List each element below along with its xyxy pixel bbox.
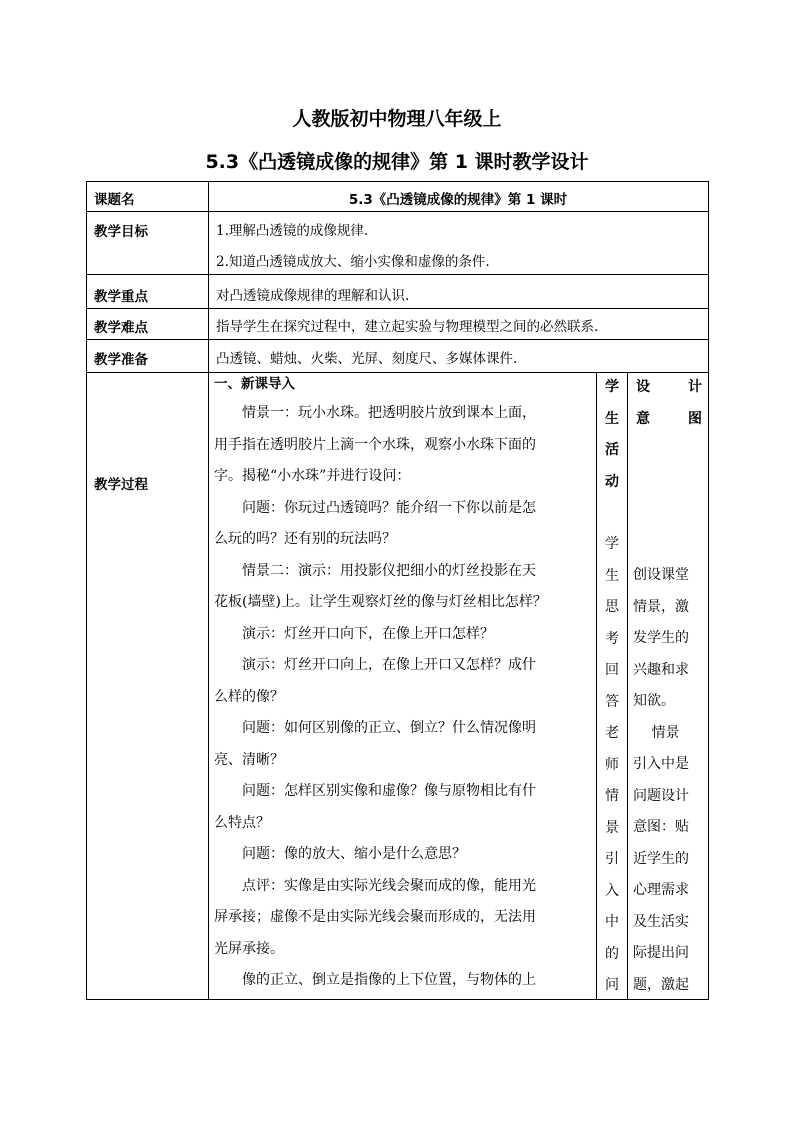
process-line: 演示：灯丝开口向下，在像上开口怎样？ (214, 625, 494, 642)
process-line: 光屏承接。 (214, 940, 284, 957)
design-line: 情景 (633, 724, 680, 741)
process-line: 么玩的吗？还有别的玩法吗？ (214, 531, 396, 547)
process-line: 屏承接；虚像不是由实际光线会聚而形成的，无法用 (214, 909, 536, 925)
design-intent-header: 设 计 意 图 (636, 379, 702, 427)
section-title: 一、新课导入 (214, 376, 295, 392)
topic-value: 5.3《凸透镜成像的规律》第 1 课时 (348, 192, 568, 208)
process-line: 演示：灯丝开口向上，在像上开口又怎样？成什 (214, 657, 536, 673)
design-line: 知欲。 (633, 693, 675, 709)
design-line: 兴趣和求 (633, 661, 689, 678)
design-line: 及生活实 (633, 913, 689, 930)
preparation-label: 教学准备 (94, 352, 148, 368)
design-line: 近学生的 (633, 850, 689, 867)
student-activity-header: 学 生 活 动 (605, 379, 619, 490)
process-line: 亮、清晰？ (214, 751, 284, 768)
process-line: 像的正立、倒立是指像的上下位置，与物体的上 (214, 972, 536, 988)
design-line: 引入中是 (633, 756, 689, 772)
document-subtitle: 5.3《凸透镜成像的规律》第 1 课时教学设计 (205, 151, 589, 173)
process-line: 么样的像？ (214, 688, 284, 705)
design-line: 创设课堂 (633, 567, 689, 583)
process-line: 点评：实像是由实际光线会聚而成的像，能用光 (214, 877, 536, 894)
goal-1: 1.理解凸透镜的成像规律. (216, 223, 369, 239)
process-line: 问题：像的放大、缩小是什么意思？ (214, 846, 466, 862)
process-line: 花板(墙壁)上。让学生观察灯丝的像与灯丝相比怎样？ (214, 594, 547, 610)
document-title: 人教版初中物理八年级上 (292, 108, 502, 130)
goals-label: 教学目标 (94, 224, 148, 240)
design-line: 际提出问 (633, 945, 689, 961)
difficulties-label: 教学难点 (94, 320, 148, 336)
process-line: 用手指在透明胶片上滴一个水珠，观察小水珠下面的 (214, 436, 536, 453)
process-content (214, 374, 590, 997)
goal-2: 2.知道凸透镜成放大、缩小实像和虚像的条件. (216, 254, 490, 270)
difficulties-value: 指导学生在探究过程中，建立起实验与物理模型之间的必然联系. (216, 319, 599, 335)
process-label: 教学过程 (94, 477, 148, 493)
design-line: 心理需求 (633, 882, 689, 898)
design-line: 情景，激 (633, 598, 689, 615)
process-line: 字。揭秘“小水珠”并进行设问： (214, 468, 411, 484)
key-points-value: 对凸透镜成像规律的理解和认识. (216, 288, 410, 304)
topic-label: 课题名 (94, 192, 135, 208)
design-line: 意图：贴 (633, 819, 689, 835)
process-line: 情景一：玩小水珠。把透明胶片放到课本上面， (214, 405, 536, 421)
key-points-label: 教学重点 (94, 289, 148, 305)
process-line: 问题：你玩过凸透镜吗？能介绍一下你以前是怎 (214, 499, 536, 516)
student-activity-body: 学 生 思 考 回 答 老 师 情 景 引 入 中 的 问 (605, 536, 619, 993)
process-line: 么特点？ (214, 814, 270, 831)
design-line: 问题设计 (633, 787, 689, 804)
process-line: 问题：怎样区别实像和虚像？像与原物相比有什 (214, 783, 536, 799)
design-line: 发学生的 (633, 630, 689, 646)
process-line: 情景二：演示：用投影仪把细小的灯丝投影在天 (214, 562, 536, 579)
design-intent-body (633, 560, 703, 1001)
preparation-value: 凸透镜、蜡烛、火柴、光屏、刻度尺、多媒体课件. (216, 351, 518, 367)
process-line: 问题：如何区别像的正立、倒立？什么情况像明 (214, 720, 536, 736)
design-line: 题，激起 (633, 976, 689, 993)
